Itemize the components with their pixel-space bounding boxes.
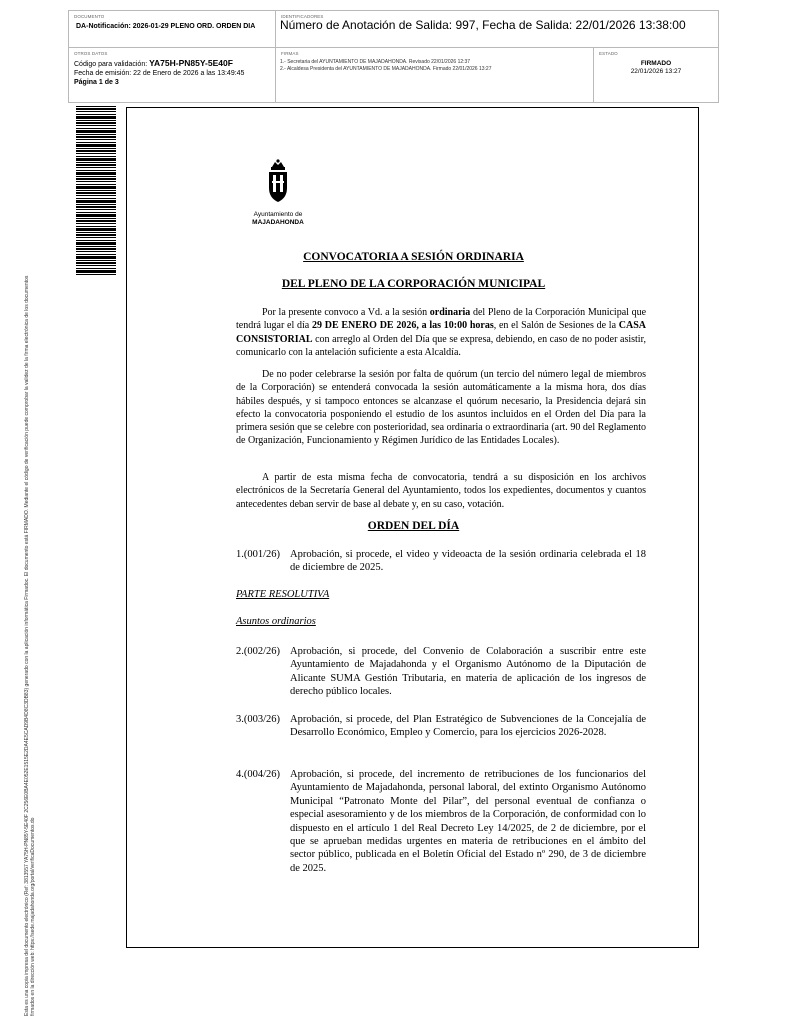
document-page (126, 107, 699, 948)
agenda-item-number: 4.(004/26) (236, 769, 281, 780)
pagina-info: Página 1 de 3 (74, 79, 119, 86)
codigo-value: YA75H-PN85Y-5E40F (149, 58, 233, 68)
majadahonda-logo (245, 158, 311, 227)
logo-line-1: Ayuntamiento de (253, 211, 303, 218)
fecha-emision: Fecha de emisión: 22 de Enero de 2026 a las 13:49:45 (74, 70, 245, 77)
documento-label: DOCUMENTO (74, 14, 105, 19)
agenda-item-text: Aprobación, si procede, del Plan Estratégico de Subvenciones de la Concejalía de Desarrollo Económico, Empleo y Comercio, para los ejercicios 2026-2028. (290, 714, 646, 739)
logo-line-2: MAJADAHONDA (252, 219, 304, 226)
otros-datos-cell (69, 48, 276, 103)
p1-part-a: Por la presente convoco a Vd. a la sesión (262, 307, 430, 318)
parte-resolutiva-heading: PARTE RESOLUTIVA (236, 589, 330, 600)
estado-label: ESTADO (599, 51, 618, 56)
agenda-item-text: Aprobación, si procede, del Convenio de Colaboración a suscribir entre este Ayuntamiento de Majadahonda y el Organismo Autónomo de la Diputación de Alicante SUMA Gestión Tributaria, en materia de aplicación de los ingresos de derecho público locales. (290, 646, 646, 698)
paragraph-quorum: De no poder celebrarse la sesión por falta de quórum (un tercio del número legal de miembros de la Corporación) se entenderá convocada la sesión automáticamente a la misma hora, dos días hábiles después, y si tampoco entonces se alcanzase el quórum necesario, la Presidencia dejará sin efecto la convocatoria posponiendo el estudio de los asuntos incluidos en el Orden del Día para la primera sesión que se celebre con posterioridad, sea ordinaria o extraordinaria (art. 90 del Reglamento de Organización, Funcionamiento y Régimen Jurídico de las Entidades Locales). (236, 369, 646, 447)
title-pleno: DEL PLENO DE LA CORPORACIÓN MUNICIPAL (281, 278, 546, 290)
agenda-item-1 (236, 548, 646, 575)
agenda-item-3 (236, 713, 646, 740)
verification-side-text: Esta es una copia impresa del documento electrónico (Ref: 3813557 YA75H-PN85Y-5E40F 2C256E0BA4E052E1515E2DA4E5CAD9B4D8C3DB83) generado con la aplicación informática Firmadoc. El documento está FIRMADO. Mediante el código de verificación puede comprobar la validez de la firma electrónica de los documentos firmados en la dirección web: https://sede.majadahonda.org/portal/verificaDocumentos.do (24, 275, 36, 1016)
p1-part-d: 29 DE ENERO DE 2026, a las 10:00 horas (311, 320, 494, 332)
documento-cell (69, 11, 276, 48)
asuntos-ordinarios-heading: Asuntos ordinarios (236, 616, 316, 627)
document-header-table (68, 10, 719, 103)
agenda-item-number: 2.(002/26) (236, 646, 281, 657)
p1-part-f: CASA CONSISTORIAL (236, 320, 647, 345)
agenda-item-2 (236, 645, 646, 699)
firmas-cell (276, 48, 594, 103)
title-convocatoria: CONVOCATORIA A SESIÓN ORDINARIA (303, 251, 524, 263)
identificadores-value: Número de Anotación de Salida: 997, Fecha de Salida: 22/01/2026 13:38:00 (280, 18, 686, 32)
estado-value: FIRMADO (640, 60, 672, 67)
agenda-item-number: 1.(001/26) (236, 549, 281, 560)
identificadores-label: IDENTIFICADORES (281, 14, 324, 19)
barcode (76, 106, 116, 276)
firmas-label: FIRMAS (281, 51, 299, 56)
agenda-item-text: Aprobación, si procede, del incremento de retribuciones de los funcionarios del Ayuntamiento de Majadahonda, personal laboral, del extinto Organismo Autónomo Municipal “Patronato Monte del Pilar”, del personal eventual de confianza o especial asesoramiento y de los miembros de la Corporación, de conformidad con lo dispuesto en el artículo 1 del Real Decreto Ley 14/2025, de 2 de diciembre, por el que se aprueban medidas urgentes en materia de retribuciones en el ámbito del sector público, publicada en el Boletín Oficial del Estado nº 290, de 3 de diciembre de 2025. (290, 769, 646, 874)
estado-fecha: 22/01/2026 13:27 (630, 68, 682, 75)
agenda-item-4 (236, 768, 646, 875)
firma-1: 1.- Secretaria del AYUNTAMIENTO DE MAJADAHONDA. Revisado 22/01/2026 12:37 (280, 59, 471, 65)
agenda-item-text: Aprobación, si procede, el video y videoacta de la sesión ordinaria celebrada el 18 de diciembre de 2025. (290, 549, 646, 574)
coat-of-arms-icon (263, 158, 293, 204)
paragraph-archivos: A partir de esta misma fecha de convocatoria, tendrá a su disposición en los archivos electrónicos de la Secretaría General del Ayuntamiento, todos los expedientes, documentos y cuantos antecedentes deban servir de base al debate y, en su caso, votación. (236, 472, 646, 510)
paragraph-convocatoria (236, 306, 646, 359)
estado-cell (594, 48, 718, 103)
p1-part-b: ordinaria (429, 307, 471, 318)
identificadores-cell (276, 11, 718, 48)
title-orden-del-dia: ORDEN DEL DÍA (367, 520, 460, 532)
otros-datos-label: OTROS DATOS (74, 51, 108, 56)
codigo-label: Código para validación: (74, 61, 148, 68)
p1-part-e: , en el Salón de Sesiones de la (493, 320, 619, 332)
firma-2: 2.- Alcaldesa Presidenta del AYUNTAMIENTO DE MAJADAHONDA. Firmado 22/01/2026 13:27 (280, 66, 492, 72)
p1-part-g: con arreglo al Orden del Día que se expresa, debiendo, en caso de no poder asistir, comunicarlo con la antelación suficiente a esta Alcaldía. (236, 333, 646, 358)
p1-part-c: del Pleno de la Corporación Municipal que tendrá lugar el día (236, 307, 647, 332)
documento-value: DA-Notificación: 2026-01-29 PLENO ORD. ORDEN DIA (76, 23, 256, 30)
agenda-item-number: 3.(003/26) (236, 714, 281, 725)
